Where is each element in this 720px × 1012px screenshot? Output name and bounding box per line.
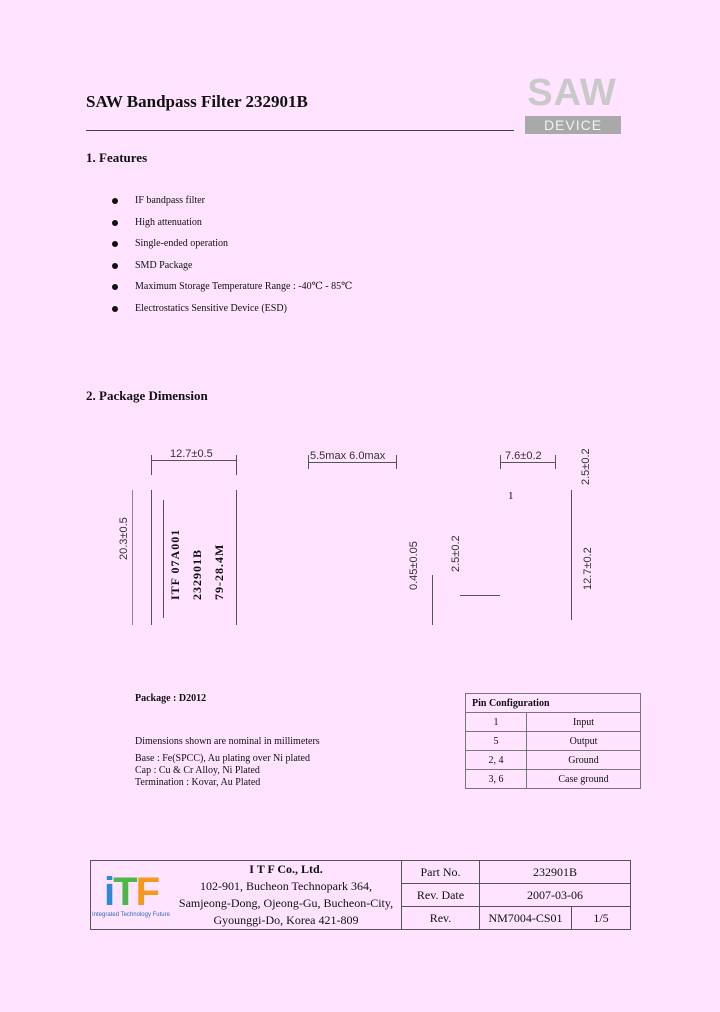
package-dimension-heading: 2. Package Dimension [86,388,208,403]
bullet-icon [112,198,118,204]
feature-item: High attenuation [112,217,202,228]
package-type: Package : D2012 [135,693,207,704]
package-base: Base : Fe(SPCC), Au plating over Ni plated [135,753,310,764]
rev-date-label: Rev. Date [402,884,480,907]
bullet-icon [112,263,118,269]
features-heading: 1. Features [86,150,148,165]
package-termination: Termination : Kovar, Au Plated [135,777,261,788]
page-number: 1/5 [572,907,631,930]
feature-item: Single-ended operation [112,238,228,249]
part-no-label: Part No. [402,861,480,884]
package-note: Dimensions shown are nominal in millimeters [135,736,320,747]
table-row: 5 Output [466,732,641,751]
footer-table [90,860,631,930]
pin-configuration-table [465,693,641,789]
bullet-icon [112,241,118,247]
company-address: I T F Co., Ltd. 102-901, Bucheon Technopark 364, Samjeong-Dong, Ojeong-Gu, Bucheon-City, Gyounggi-Do, Korea 421-809 [171,861,402,930]
title-rule [86,130,514,131]
rev-value: NM7004-CS01 [480,907,572,930]
bullet-icon [112,284,118,290]
pin-config-heading: Pin Configuration [466,694,641,713]
itf-tagline: Integrated Technology Future [92,912,170,918]
dim-lead-pitch: 2.5±0.2 [450,535,462,572]
feature-item: Maximum Storage Temperature Range : -40℃ - 85℃ [112,281,352,292]
feature-item: Electrostatics Sensitive Device (ESD) [112,303,287,314]
dim-height: 20.3±0.5 [118,517,130,560]
logo-device-text: DEVICE [525,116,621,134]
page-title: SAW Bandpass Filter 232901B [86,92,308,111]
table-row: 3, 6 Case ground [466,770,641,789]
pin1-label: 1 [508,490,514,502]
feature-item: SMD Package [112,260,193,271]
logo-saw-text: SAW [527,72,617,114]
dim-max-thickness: 5.5max 6.0max [310,450,386,462]
package-cap: Cap : Cu & Cr Alloy, Ni Plated [135,765,260,776]
dim-width: 12.7±0.5 [170,448,213,460]
itf-logo-cell [91,861,172,930]
dim-pin-top: 2.5±0.2 [580,448,592,485]
bullet-icon [112,220,118,226]
table-row: 2, 4 Ground [466,751,641,770]
feature-item: IF bandpass filter [112,195,205,206]
table-row: 1 Input [466,713,641,732]
dim-pin-width: 7.6±0.2 [505,450,542,462]
saw-device-logo [523,74,621,134]
part-no-value: 232901B [480,861,631,884]
rev-date-value: 2007-03-06 [480,884,631,907]
marking-line-2: 232901B [190,548,204,600]
itf-logo: iTF [104,870,158,914]
dim-pin-height: 12.7±0.2 [582,547,594,590]
bullet-icon [112,306,118,312]
dim-lead: 0.45±0.05 [408,541,420,590]
company-name: I T F Co., Ltd. [249,862,323,876]
marking-line-1: ITF 07A001 [168,528,182,600]
rev-label: Rev. [402,907,480,930]
marking-line-3: 79-28.4M [212,543,226,600]
